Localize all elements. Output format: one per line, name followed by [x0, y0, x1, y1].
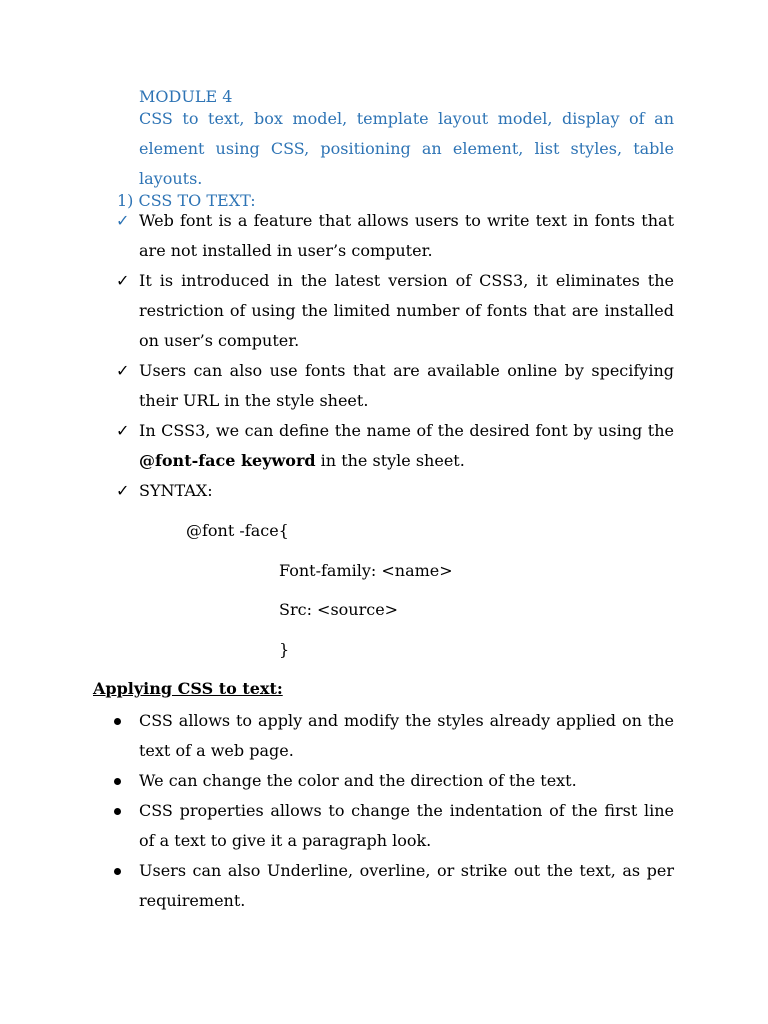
syntax-line: Font-family: <name> [279, 561, 453, 580]
list-item-text: We can change the color and the direction of the text. [139, 771, 577, 790]
text-run: in the style sheet. [315, 451, 465, 470]
list-item-text: Users can also Underline, overline, or strike out the text, as per requirement. [139, 861, 674, 910]
section-heading-css-to-text: 1) CSS TO TEXT: [117, 191, 256, 210]
syntax-line: Src: <source> [279, 600, 399, 619]
bullet-icon [114, 796, 124, 826]
bullet-icon [114, 856, 124, 886]
list-item-text: Web font is a feature that allows users to write text in fonts that are not installed in user’s computer. [139, 211, 674, 260]
checkmark-icon: ✓ [116, 361, 130, 380]
bullet-icon [114, 706, 124, 736]
checkmark-icon: ✓ [116, 211, 130, 230]
text-run: In CSS3, we can define the name of the desired font by using the [139, 421, 674, 440]
section-heading-applying-css: Applying CSS to text: [93, 679, 283, 698]
checkmark-icon: ✓ [116, 481, 130, 500]
syntax-line: @font -face{ [186, 521, 289, 540]
font-face-keyword: @font-face keyword [139, 451, 316, 470]
bullet-icon [114, 766, 124, 796]
list-item-text: CSS allows to apply and modify the styles already applied on the text of a web page. [139, 711, 674, 760]
list-item-text: It is introduced in the latest version of CSS3, it eliminates the restriction of using the limited number of fonts that are installed on user’s computer. [139, 271, 674, 350]
module-title: MODULE 4 [139, 87, 233, 106]
syntax-line: } [279, 640, 290, 659]
list-item-text [139, 416, 674, 476]
list-item-text: CSS properties allows to change the indentation of the first line of a text to give it a paragraph look. [139, 801, 674, 850]
checkmark-icon: ✓ [116, 421, 130, 440]
list-item-text: SYNTAX: [139, 481, 213, 500]
list-item-text: Users can also use fonts that are available online by specifying their URL in the style sheet. [139, 361, 674, 410]
checkmark-icon: ✓ [116, 271, 130, 290]
module-topics: CSS to text, box model, template layout model, display of an element using CSS, positioning an element, list styles, table layouts. [139, 109, 674, 188]
